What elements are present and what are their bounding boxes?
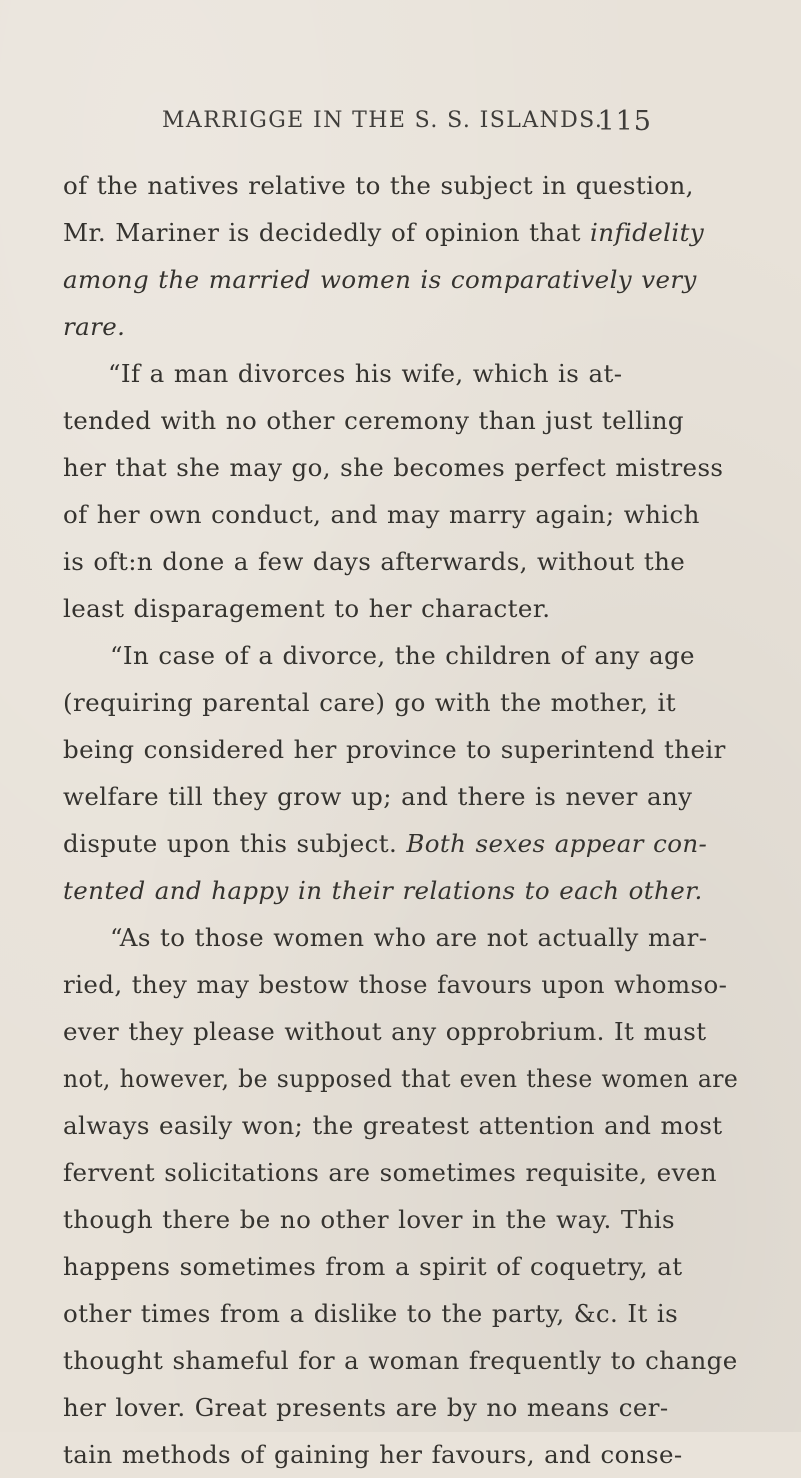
text-line: among the married women is comparatively very xyxy=(63,265,697,294)
text-line: thought shameful for a woman frequently to change xyxy=(63,1346,738,1375)
text-line: ried, they may bestow those favours upon whomso- xyxy=(63,970,728,999)
text-line: is oft:n done a few days afterwards, without the xyxy=(63,547,686,576)
text-line: always easily won; the greatest attention and most xyxy=(63,1111,723,1140)
text-line: her lover. Great presents are by no means cer- xyxy=(63,1393,669,1422)
text-line: tented and happy in their relations to each other. xyxy=(63,876,703,905)
text-line: other times from a dislike to the party, &c. It is xyxy=(63,1299,679,1328)
text-line: fervent solicitations are sometimes requisite, even xyxy=(63,1158,717,1187)
text-line: dispute upon this subject. Both sexes appear con- xyxy=(63,829,708,858)
page-number: 115 xyxy=(597,106,652,137)
text-line: tended with no other ceremony than just telling xyxy=(63,406,685,435)
text-line: ever they please without any opprobrium. It must xyxy=(63,1017,707,1046)
text-line: being considered her province to superintend their xyxy=(63,735,726,764)
text-line: of her own conduct, and may marry again; which xyxy=(63,500,700,529)
text-line: of the natives relative to the subject in question, xyxy=(63,171,694,200)
text-line: rare. xyxy=(63,312,126,341)
text-line: happens sometimes from a spirit of coquetry, at xyxy=(63,1252,683,1281)
running-head: MARRIGGE IN THE S. S. ISLANDS. xyxy=(162,108,604,133)
text-line: (requiring parental care) go with the mother, it xyxy=(63,688,677,717)
text-line: welfare till they grow up; and there is never any xyxy=(63,782,693,811)
text-line: least disparagement to her character. xyxy=(63,594,551,623)
text-line: though there be no other lover in the way. This xyxy=(63,1205,675,1234)
text-line: Mr. Mariner is decidedly of opinion that infidelity xyxy=(63,218,705,247)
page-header xyxy=(162,106,652,140)
text-line: “In case of a divorce, the children of any age xyxy=(110,641,695,670)
text-line: not, however, be supposed that even these women are xyxy=(63,1064,739,1093)
text-line: tain methods of gaining her favours, and conse- xyxy=(63,1440,683,1469)
text-line: her that she may go, she becomes perfect mistress xyxy=(63,453,724,482)
text-line: “If a man divorces his wife, which is at- xyxy=(108,359,623,388)
text-line: “As to those women who are not actually mar- xyxy=(110,923,708,952)
